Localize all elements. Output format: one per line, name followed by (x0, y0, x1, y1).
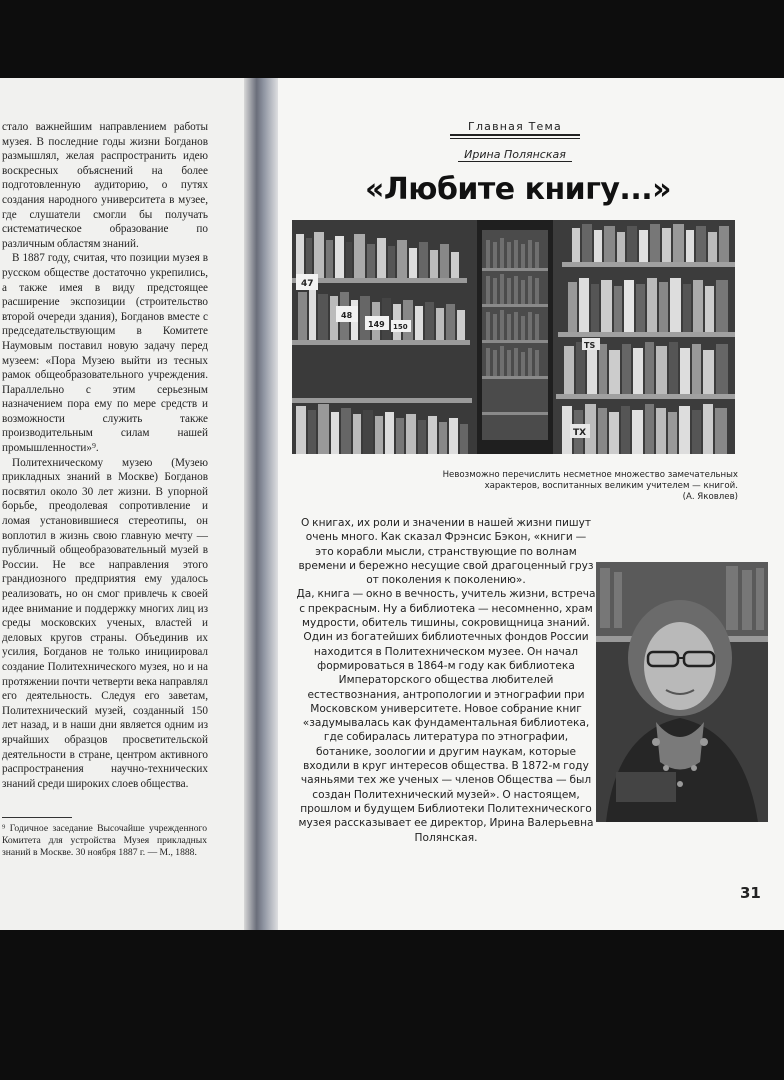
left-page (0, 78, 252, 930)
shelf-label: 47 (301, 279, 314, 289)
caption-line: Невозможно перечислить несметное множество замечательных (442, 470, 738, 480)
article-paragraph: О книгах, их роли и значении в нашей жизни пишут очень много. Как сказал Фрэнсис Бэкон, «книги — это корабли мысли, странствующие по волнам времени и бережно несущие свой драгоценный груз от поколения к поколению». (298, 517, 594, 587)
director-portrait-photo (596, 562, 768, 822)
article-paragraph: Один из богатейших библиотечных фондов России находится в Политехническом музее. Он начал формироваться в 1864-м году как библиотека Императорского общества любителей естествознания, антропологии и этнографии при Московском университете. Новое собрание книг «задумывалась как фундаментальная библиотека, где собиралась литература по этнографии, ботанике, зоологии и другим наукам, которые входили в круг интересов общества. В 1872-м году чаяньями тех же ученых — членов Общества — был создан Политехнический музей». О настоящем, прошлом и будущем Библиотеки Политехнического музея рассказывает ее директор, Ирина Валерьевна Полянская. (298, 631, 594, 844)
shelf-label: 150 (393, 323, 408, 331)
shelf-label: TX (573, 428, 587, 438)
article-paragraph: Да, книга — окно в вечность, учитель жизни, встреча с прекрасным. Ну а библиотека — несомненно, храм мудрости, обитель тишины, сокровищница знаний. (296, 588, 596, 630)
article-body (296, 516, 596, 845)
shelf-label: 149 (368, 320, 385, 329)
page-number: 31 (740, 884, 761, 902)
shelf-label: TS (584, 341, 596, 350)
left-paragraph: В 1887 году, считая, что позиции музея в русском обществе достаточно укрепились, а также имея в виду предстоящее расширение экспозиции (строительство второй очереди здания), Богданов вместе с председательствующим в Комитете Наумовым поставил новую задачу перед музеем: «Пора Музею выйти из тесных рамок общеобразовательного учреждения. Параллельно с этим серьезным назначением пора ему по мере средств и возможности служить также производительным силам нашей промышленности»⁹. (2, 252, 208, 455)
photo-caption (388, 470, 738, 503)
left-page-text-column (2, 120, 208, 791)
book-gutter (244, 78, 280, 930)
left-paragraph: стало важнейшим направлением работы музея. В последние годы жизни Богданов размышлял, желая распространить идею воскресных объяснений на более подготовленную аудиторию, о путях создания народного университета в музее, где слушатели смогли бы получать систематическое образование по различным областям знаний. (2, 121, 208, 250)
footnote-divider (2, 817, 72, 818)
shelf-label: 48 (341, 311, 353, 320)
article-headline: «Любите книгу...» (364, 172, 672, 207)
caption-line: характеров, воспитанных великим учителем — книгой. (484, 481, 738, 491)
right-page (278, 78, 784, 930)
footnote: ⁹ Годичное заседание Высочайше учрежденного Комитета для устройства Музея прикладных знаний в Москве. 30 ноября 1887 г. — М., 1888. (2, 823, 207, 858)
section-rubric: Главная Тема (450, 120, 580, 136)
left-paragraph: Политехническому музею (Музею прикладных знаний в Москве) Богданов посвятил около 30 лет жизни. В упорной борьбе, преодолевая сопротивление и ломая установившиеся стереотипы, он воплотил в жизнь свою главную мечту — публичный общеобразовательный музей в России. Не все направления этого грандиозного предприятия ему удалось реализовать, но он смог привлечь к своей идее внимание и поддержку многих лиц из среды московских ученых, властей и деловых кругов страны. Объединив их усилия, Богданов не только инициировал создание Политехнического музея, но и на протяжении почти четверти века направлял его деятельность. Следуя его заветам, Политехнический музей, созданный 150 лет назад, и в наши дни является одним из ярчайших образцов просветительской деятельности в стране, центром активного распространения научно-технических знаний среди широких слоев общества. (2, 456, 208, 790)
caption-attribution: (А. Яковлев) (682, 492, 738, 502)
article-author: Ирина Полянская (458, 148, 572, 162)
library-shelves-photo (292, 220, 735, 454)
